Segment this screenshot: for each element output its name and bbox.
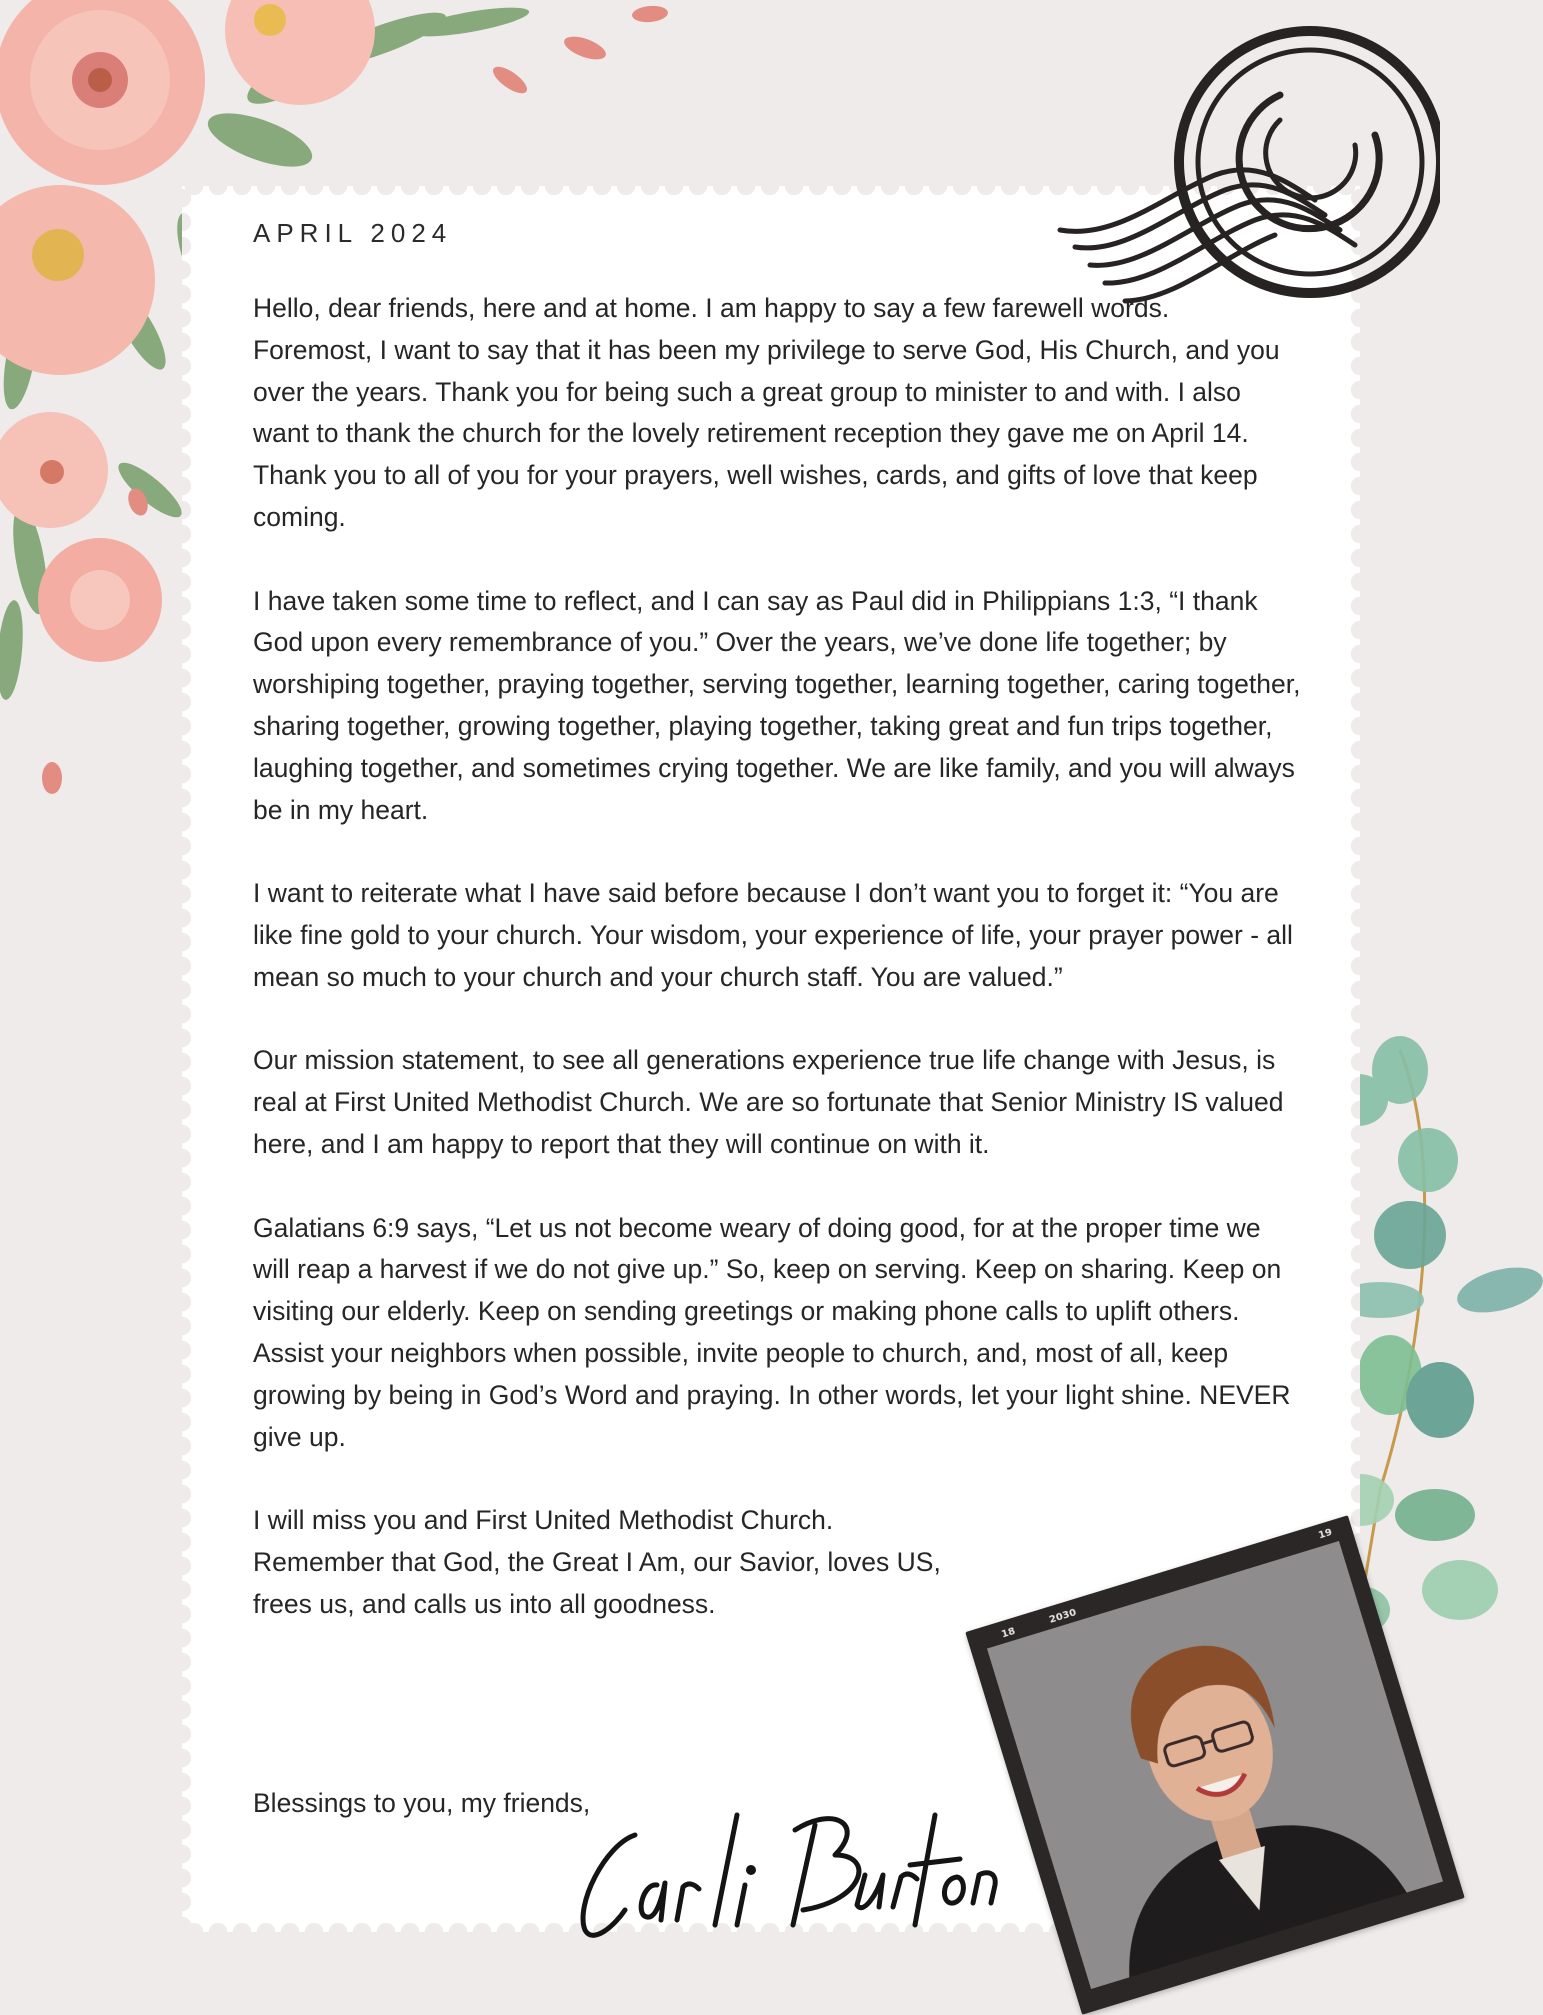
portrait-photo bbox=[987, 1541, 1443, 1989]
signature-image bbox=[565, 1775, 1015, 1945]
letter-paragraph: I want to reiterate what I have said before because I don’t want you to forget it: “You are like fine gold to your church. Your wisdom, your experience of life, your prayer power - all mean so much to your church and your church staff. You are valued.” bbox=[253, 878, 1293, 992]
portrait-icon bbox=[987, 1541, 1443, 1989]
letter-paragraph: Hello, dear friends, here and at home. I am happy to say a few farewell words. Foremost, I want to say that it has been my privilege to serve God, His Church, and you over the years. Thank you for being such a great group to minister to and with. I also want to thank the church for the lovely retirement reception they gave me on April 14. Thank you to all of you for your prayers, well wishes, cards, and gifts of love that keep coming. bbox=[253, 293, 1280, 532]
frame-number: 18 bbox=[1000, 1625, 1017, 1641]
letter-closing: Blessings to you, my friends, bbox=[253, 1788, 591, 1818]
letter-date: APRIL 2024 bbox=[253, 218, 453, 248]
letter-paragraph: Our mission statement, to see all generations experience true life change with Jesus, is real at First United Methodist Church. We are so fortunate that Senior Ministry IS valued here, and I am happy to report that they will continue on with it. bbox=[253, 1045, 1284, 1159]
letter-body bbox=[253, 288, 1303, 1667]
letter-paragraph: Galatians 6:9 says, “Let us not become weary of doing good, for at the proper time we will reap a harvest if we do not give up.” So, keep on serving. Keep on sharing. Keep on visiting our elderly. Keep on sending greetings or making phone calls to uplift others. Assist your neighbors when possible, invite people to church, and, most of all, keep growing by being in God’s Word and praying. In other words, let your light shine. NEVER give up. bbox=[253, 1212, 1291, 1452]
letter-paragraph: I will miss you and First United Methodist Church. Remember that God, the Great I Am, our Savior, loves US, frees us, and calls us into all goodness. bbox=[253, 1505, 941, 1619]
frame-number: 19 bbox=[1317, 1526, 1334, 1542]
letter-paragraph: I have taken some time to reflect, and I can say as Paul did in Philippians 1:3, “I thank God upon every remembrance of you.” Over the years, we’ve done life together; by worshiping together, praying together, serving together, learning together, caring together, sharing together, growing together, playing together, taking great and fun trips together, laughing together, and sometimes crying together. We are like family, and you will always be in my heart. bbox=[253, 585, 1301, 825]
frame-number: 2030 bbox=[1047, 1607, 1078, 1626]
postmark-icon bbox=[1055, 25, 1440, 310]
